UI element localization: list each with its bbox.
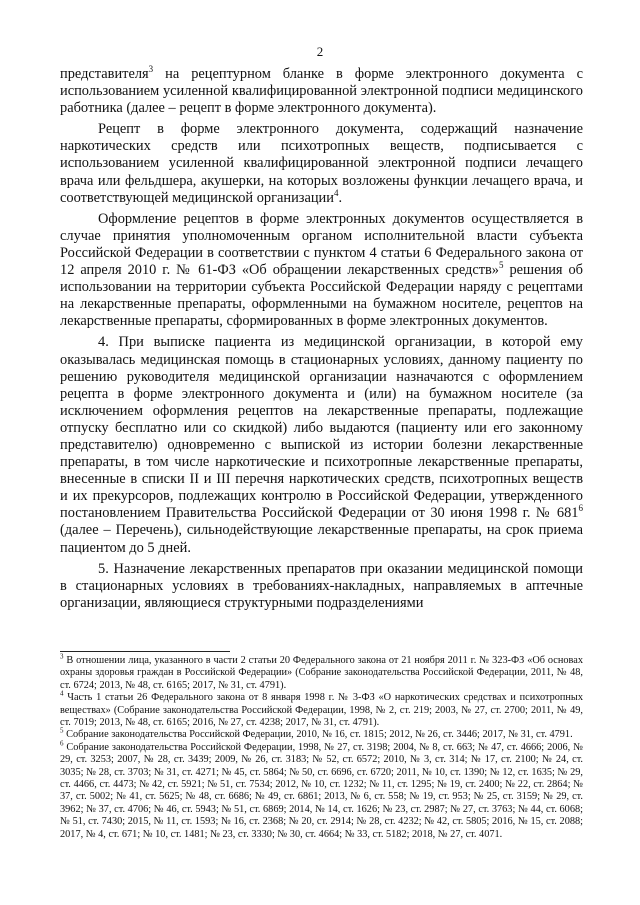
paragraph-text: 5. Назначение лекарственных препаратов при оказании медицинской помощи в стационарных условиях в требованиях-накладных, направляемых в аптечные организации, являющиеся структурными подразделениями xyxy=(60,560,583,611)
footnote-3 xyxy=(60,652,583,692)
paragraph-text: на рецептурном бланке в форме электронного документа с использованием усиленной квалифицированной электронной подписи медицинского работника (далее – рецепт в форме электронного документа). xyxy=(60,66,583,117)
footnote-ref: 3 xyxy=(148,64,154,75)
footnote-text: Часть 1 статьи 26 Федерального закона от 8 января 1998 г. № 3-ФЗ «О наркотических средствах и психотропных веществах» (Собрание законодательства Российской Федерации, 1998, № 2, ст. 219; 2003, № 27, ст. 2700; 2011, № 49, ст. 7019; 2013, № 48, ст. 6165; 2016, № 27, ст. 4238; 2017, № 31, ст. 4791). xyxy=(60,692,583,729)
footnote-4 xyxy=(60,689,583,729)
paragraph-2 xyxy=(60,121,583,206)
footnote-ref: 4 xyxy=(333,187,339,198)
paragraph-text: Рецепт в форме электронного документа, содержащий назначение наркотических средств или психотропных веществ, подписывается с использованием усиленной квалифицированной электронной подписи лечащего врача или фельдшера, акушерки, на которых возложены функции лечащего врача, и соответствующей медицинской организации xyxy=(60,121,583,206)
body-text xyxy=(60,66,583,616)
paragraph-text: (далее – Перечень), сильнодействующие лекарственные препараты, на срок приема пациентом до 5 дней. xyxy=(60,522,583,556)
footnote-ref: 6 xyxy=(578,503,583,514)
footnote-6 xyxy=(60,739,583,841)
paragraph-5 xyxy=(60,561,583,612)
footnote-number: 5 xyxy=(60,727,64,736)
paragraph-3 xyxy=(60,211,583,331)
paragraph-text: решения об использовании на территории субъекта Российской Федерации наряду с рецептами на лекарственные препараты, оформленными на бумажном носителе, рецептов на лекарственные препараты, сформированных в форме электронных документов. xyxy=(60,262,583,330)
footnote-divider xyxy=(60,651,230,652)
page-number: 2 xyxy=(316,44,324,59)
footnote-text: В отношении лица, указанного в части 2 статьи 20 Федерального закона от 21 ноября 2011 г. № 323-ФЗ «Об основах охраны здоровья граждан в Российской Федерации» (Собрание законодательства Российской Федерации, 2011, № 48, ст. 6724; 2013, № 48, ст. 6165; 2017, № 31, ст. 4791). xyxy=(60,655,583,691)
footnote-number: 6 xyxy=(60,739,64,748)
paragraph-text: . xyxy=(338,189,343,206)
footnote-5 xyxy=(60,729,583,741)
footnote-number: 3 xyxy=(60,652,64,661)
footnote-text: Собрание законодательства Российской Федерации, 1998, № 27, ст. 3198; 2004, № 8, ст. 663; № 47, ст. 4666; 2006, № 29, ст. 3253; 2007, № 28, ст. 3439; 2009, № 26, ст. 3183; № 52, ст. 6572; 2010, № 3, ст. 314; № 17, ст. 2100; № 24, ст. 3035; № 28, ст. 3703; № 31, ст. 4271; № 45, ст. 5864; № 50, ст. 6696, ст. 6720; 2011, № 10, ст. 1390; № 12, ст. 1635; № 29, ст. 4466, ст. 4473; № 42, ст. 5921; № 51, ст. 7534; 2012, № 10, ст. 1232; № 11, ст. 1295; № 19, ст. 2400; № 22, ст. 2864; № 37, ст. 5002; № 41, ст. 5625; № 48, ст. 6686; № 49, ст. 6861; 2013, № 6, ст. 558; № 19, ст. 953; № 25, ст. 3159; № 29, ст. 3962; № 37, ст. 4706; № 46, ст. 5943; № 51, ст. 6869; 2014, № 14, ст. 1626; № 23, ст. 2987; № 27, ст. 3763; № 44, ст. 6068; № 51, ст. 7430; 2015, № 11, ст. 1593; № 16, ст. 2368; № 20, ст. 2914; № 28, ст. 4232; № 42, ст. 5805; 2016, № 15, ст. 2088; 2017, № 4, ст. 671; № 10, ст. 1481; № 23, ст. 3330; № 30, ст. 4664; № 33, ст. 5182; 2018, № 27, ст. 4071. xyxy=(60,741,583,840)
paragraph-1 xyxy=(60,66,583,117)
paragraph-text: 4. При выписке пациента из медицинской организации, в которой ему оказывалась медицинская помощь в стационарных условиях, данному пациенту по решению руководителя медицинской организации назначаются с оформлением рецепта в форме электронного документа и (или) на бумажном носителе (за исключением оформления рецептов на лекарственные препараты, подлежащие отпуску бесплатно или со скидкой) либо выдаются (пациенту или его законному представителю) одновременно с выпиской из истории болезни лекарственные препараты, в том числе наркотические и психотропные лекарственные препараты, внесенные в списки II и III перечня наркотических средств, психотропных веществ и их прекурсоров, подлежащих контролю в Российской Федерации, утвержденного постановлением Правительства Российской Федерации от 30 июня 1998 г. № 681 xyxy=(60,334,583,522)
paragraph-text: Оформление рецептов в форме электронных документов осуществляется в случае принятия уполномоченным органом исполнительной власти субъекта Российской Федерации в соответствии с пунктом 4 статьи 6 Федерального закона от 12 апреля 2010 г. № 61-ФЗ «Об обращении лекарственных средств» xyxy=(60,210,583,279)
footnotes xyxy=(60,652,583,841)
footnote-text: Собрание законодательства Российской Федерации, 2010, № 16, ст. 1815; 2012, № 26, ст. 3446; 2017, № 31, ст. 4791. xyxy=(63,729,573,741)
footnote-ref: 5 xyxy=(499,260,504,271)
paragraph-text: представителя xyxy=(60,66,149,82)
paragraph-4 xyxy=(60,334,583,556)
footnote-number: 4 xyxy=(60,689,64,698)
